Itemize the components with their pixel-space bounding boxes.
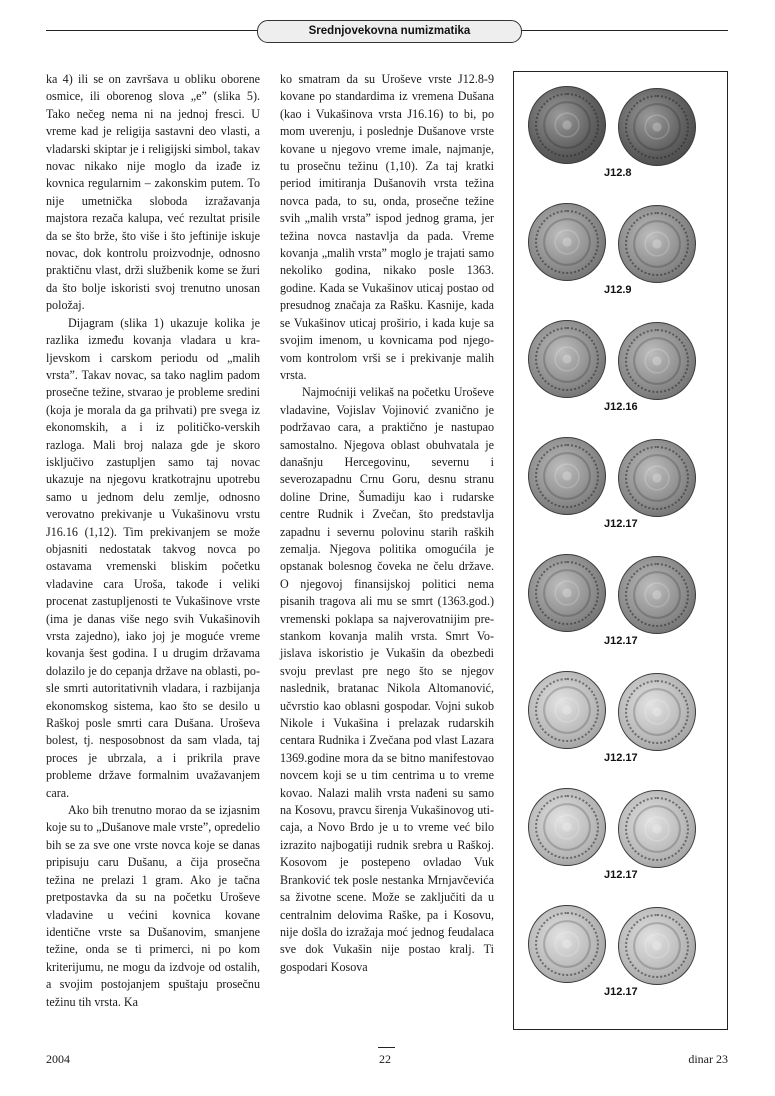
paragraph: Dijagram (slika 1) ukazuje kolika je razlika između kovanja vladara u kraljevskom i carskom periodu od „malih vrsta”. Takav novac, sa tako naglim padom prosečne težine, stvarao je probleme sredini (koja je morala da ga prihvati) pre svega iz ekonomskih, a i iz političko-verskih razloga. Mali broj nalaza gde je skoro isključivo zastupljen samo taj novac ukazuje na njegovu kratkotrajnu upotrebu samo u jednom delu zemlje, odnosno verovatno prekivanje u Vukašinovu vrstu J16.16 (1,12). Tim prekivanjem se može objasniti nedostatak takvog novca po ostavama vremenski bliskim početku vladavine cara Uroša, takođe i veliki procenat zastupljenosti te Vukašinove vrste (ima je danas više nego svih Vukašinovih vrsta zajedno), iako joj je moguće vreme kovanja šest godina. I u drugim državama dolazilo je do cepanja države na oblasti, posle smrti autoritativnih vladara, i razbijanja ekonomskog sistema, kao što se desilo u Raškoj posle smrti cara Dušana. Uroševa bolest, tj. nesposobnost da sam vlada, taj proces je ubrzala, a i prikrila prave probleme države formalnim uvažavanjem cara. xyxy=(46,315,260,800)
page-number-rule xyxy=(378,1047,395,1048)
coin-reverse-image xyxy=(618,439,696,517)
coin-figure-panel xyxy=(513,71,728,1030)
coin-obverse-image xyxy=(528,788,606,866)
coin-type-label: J12.17 xyxy=(604,986,638,998)
coin-type-label: J12.8 xyxy=(604,167,632,179)
running-header: Srednjovekovna numizmatika xyxy=(257,20,522,43)
header-rule-left xyxy=(46,30,257,31)
coin-type-label: J12.17 xyxy=(604,869,638,881)
coin-reverse-image xyxy=(618,907,696,985)
page-number: 22 xyxy=(379,1052,391,1066)
text-column-left xyxy=(46,71,260,1011)
coin-reverse-image xyxy=(618,322,696,400)
coin-type-label: J12.9 xyxy=(604,284,632,296)
coin-obverse-image xyxy=(528,905,606,983)
coin-type-label: J12.16 xyxy=(604,401,638,413)
coin-obverse-image xyxy=(528,86,606,164)
coin-type-label: J12.17 xyxy=(604,752,638,764)
coin-reverse-image xyxy=(618,673,696,751)
paragraph: ka 4) ili se on završava u obliku oborene osmice, ili oborenog slova „e” (slika 5). Tako nečeg nema ni na jednoj fresci. U vreme kad je religija sastavni deo vlasti, a vladarski skiptar je i religijski simbol, takav novac nikako nije moglo da izađe iz kovnica regularnim – zakonskim putem. To nije umetnička sloboda izražavanja majstora rezača kalupa, već rezultat prisile da se što brže, što više i što jeftinije iskuje novac, dok kontrolu proizvodnje, odnosno praktičnu vlast, drži službenik kome se žuri da što bolje iskoristi svoj trenutno unosan položaj. xyxy=(46,72,260,313)
coin-obverse-image xyxy=(528,203,606,281)
paragraph: Najmoćniji velikaš na početku Uroševe vladavine, Vojislav Vojinović zvanično je podržavao cara, a praktično je nastupao samostalno. Njegova oblast obuhvatala je današnju Hercegovinu, severnu i severozapadnu Crnu Goru, desnu stranu doline Drine, Šumadiju kao i rudarske centre Rudnik i Zvečan, što predstavlja zapadnu i severnu polovinu starih raških zemalja. Njegova politika omogućila je opstanak bolesnog čoveka ne čelu države. O njegovoj finansijskoj politici nema pisanih tragova ali mu se smrt (1363.god.) vremenski poklapa sa najverovatnijim prestankom kovanja malih vrsta. Smrt Vojislava iskoristio je Vukašin da obezbedi svoju prevlast pre nego što se njegov naslednik, bratanac Nikola Altomanović, učvrstio kao oblasni gospodar. Vojni sukob Nikole i Vukašina i prelazak rudarskih centara Rudnika i Zvečana pod vlast Lazara 1369.godine mora da se bitno manifestovao novcem koji se u tim centrima u to vreme kovao. Nalazi malih vrsta nađeni su samo na Kosovu, pravcu širenja Vukašinovog uticaja, a Novo Brdo je u to vreme već bilo izrazito najbogatiji rudnik srebra u Raškoj. Kosovom je postepeno ovladao Vuk Branković tek posle nestanka Mrnjavčevića sa životne scene. Može se zaključiti da u centralnim delovima Raške, pa i Kosovu, nije došla do izražaja moć jednog feudalaca sve dok Vukašin nije postao kralj. Ti gospodari Kosova xyxy=(280,385,494,974)
paragraph: Ako bih trenutno morao da se izjasnim koje su to „Dušanove male vrste”, opredelio bih se za sve one vrste novca koje se danas pripisuju caru Dušanu, a čija prosečna težina ne prelazi 1 gram. Ako je tačna pretpostavka da su na početku Uroševe vladavine u većini kovnica kovane identične vrste sa Dušanovim, smanjene težine, onda se ti primerci, ni po kom kriterijumu, ne mogu da izdvoje od ostalih, a svojim postojanjem spuštaju prosečnu težinu tih vrsta. Ka xyxy=(46,803,260,1009)
coin-reverse-image xyxy=(618,556,696,634)
coin-obverse-image xyxy=(528,437,606,515)
coin-reverse-image xyxy=(618,88,696,166)
text-column-right xyxy=(280,71,494,976)
paragraph: ko smatram da su Uroševe vrste J12.8-9 kovane po standardima iz vremena Dušana (kao i Vukašinova vrsta J16.16) to bi, po mom uverenju, i poslednje Dušanove vrste kovane u njegovo vreme imale, najmanje, tu prosečnu težinu (1,10). Za taj kratki period imitiranja Dušanovih vrsta težina novca pada, to su, onda, prosečne težine svih „malih vrsta” ispod jednog grama, jer težina novca nastavlja da pada. Vreme kovanja „malih vrsta” moglo je trajati samo nekoliko godina, nikako posle 1363. godine. Kada se Vukašinov uticaj postao od presudnog značaja za Rašku. Kasnije, kada se Vukašinov uticaj proširio, i kada kuje sa svojim imenom, u kovnicama pod njegovom kontrolom vrši se i prekivanje malih vrsta. xyxy=(280,72,494,382)
coin-obverse-image xyxy=(528,320,606,398)
coin-obverse-image xyxy=(528,671,606,749)
coin-reverse-image xyxy=(618,790,696,868)
footer-journal: dinar 23 xyxy=(688,1052,728,1066)
header-rule-right xyxy=(520,30,728,31)
footer-year: 2004 xyxy=(46,1052,70,1066)
coin-reverse-image xyxy=(618,205,696,283)
coin-obverse-image xyxy=(528,554,606,632)
coin-type-label: J12.17 xyxy=(604,635,638,647)
coin-type-label: J12.17 xyxy=(604,518,638,530)
